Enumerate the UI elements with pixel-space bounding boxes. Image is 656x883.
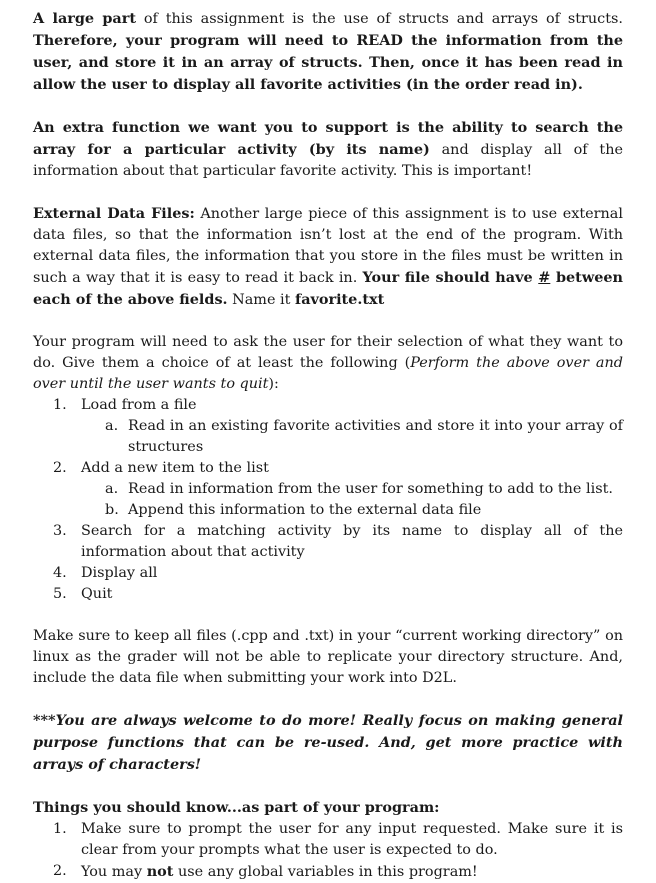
list-number: 4. <box>53 565 67 581</box>
list-item <box>33 458 623 479</box>
external-files-bold-2: between each of the above fields. <box>33 269 623 308</box>
external-files-paragraph <box>33 203 623 311</box>
things-to-know-heading <box>33 797 623 819</box>
search-bold-text: An extra function we want you to support is the ability to search the array for a particular activity (by its name) <box>33 119 623 158</box>
list-item <box>33 584 623 605</box>
things-to-know-list <box>33 819 623 883</box>
list-item <box>33 819 623 861</box>
list-item <box>33 563 623 584</box>
list-item-label: Load from a file <box>81 397 197 413</box>
external-files-text: Another large piece of this assignment is to use external data files, so that the information isn’t lost at the end of the program. With external data files, the information that you store in the files must be written in such a way that it is easy to read it back in. <box>33 206 623 286</box>
sub-list-item-label: Read in information from the user for something to add to the list. <box>128 481 613 497</box>
intro-bold-lead: A large part <box>33 10 136 27</box>
intro-text: of this assignment is the use of structs and arrays of structs. <box>136 11 623 27</box>
list-number: 3. <box>53 523 67 539</box>
list-number: 5. <box>53 586 67 602</box>
external-files-text-2: Name it <box>227 292 296 308</box>
list-item-label: Quit <box>81 586 113 602</box>
list-item-label: Search for a matching activity by its name to display all of the information about that activity <box>81 523 623 560</box>
sub-list-letter: b. <box>105 502 119 518</box>
search-text: and display all of the information about that particular favorite activity. This is important! <box>33 142 623 179</box>
list-item-label: Make sure to prompt the user for any input requested. Make sure it is clear from your prompts what the user is expected to do. <box>81 821 623 858</box>
sub-list-item <box>33 416 623 458</box>
sub-list-item <box>33 500 623 521</box>
sub-list-item-label: Append this information to the external data file <box>128 502 482 518</box>
menu-intro-paragraph <box>33 332 623 395</box>
list-number: 2. <box>53 863 67 879</box>
list-item-label: You may <box>81 864 147 880</box>
encouragement-paragraph <box>33 710 623 776</box>
sub-list-item-label: Read in an existing favorite activities and store it into your array of structures <box>128 418 623 455</box>
external-files-heading: External Data Files: <box>33 205 195 222</box>
hash-symbol: # <box>538 269 551 286</box>
list-item <box>33 861 623 883</box>
list-item-label: Display all <box>81 565 158 581</box>
things-to-know-heading-text: Things you should know...as part of your program: <box>33 799 440 816</box>
list-number: 2. <box>53 460 67 476</box>
working-directory-text: Make sure to keep all files (.cpp and .txt) in your “current working directory” on linux as the grader will not be able to replicate your directory structure. And, include the data file when submitting your work into D2L. <box>33 628 623 686</box>
search-paragraph <box>33 117 623 182</box>
sub-list-letter: a. <box>105 418 119 434</box>
filename: favorite.txt <box>295 291 385 308</box>
working-directory-paragraph <box>33 626 623 689</box>
sub-list-item <box>33 479 623 500</box>
list-item-label-end: use any global variables in this program! <box>173 864 478 880</box>
intro-paragraph <box>33 8 623 96</box>
list-item <box>33 521 623 563</box>
menu-intro-text-end: ): <box>268 376 279 392</box>
list-item-bold: not <box>146 863 174 880</box>
sub-list-letter: a. <box>105 481 119 497</box>
list-item-label: Add a new item to the list <box>81 460 269 476</box>
menu-intro-italic: Perform the above over and over until the user wants to quit <box>33 355 623 392</box>
external-files-bold-1: Your file should have <box>362 269 539 286</box>
encouragement-text: ***You are always welcome to do more! Really focus on making general purpose functions that can be re-used. And, get more practice with arrays of characters! <box>33 712 623 773</box>
intro-bold-requirement: Therefore, your program will need to READ the information from the user, and store it in an array of structs. Then, once it has been read in allow the user to display all favorite activities (in the order read in). <box>33 32 623 93</box>
list-number: 1. <box>53 397 67 413</box>
list-item <box>33 395 623 416</box>
menu-options-list <box>33 395 623 605</box>
menu-intro-text: Your program will need to ask the user for their selection of what they want to do. Give them a choice of at least the following ( <box>33 334 623 371</box>
list-number: 1. <box>53 821 67 837</box>
